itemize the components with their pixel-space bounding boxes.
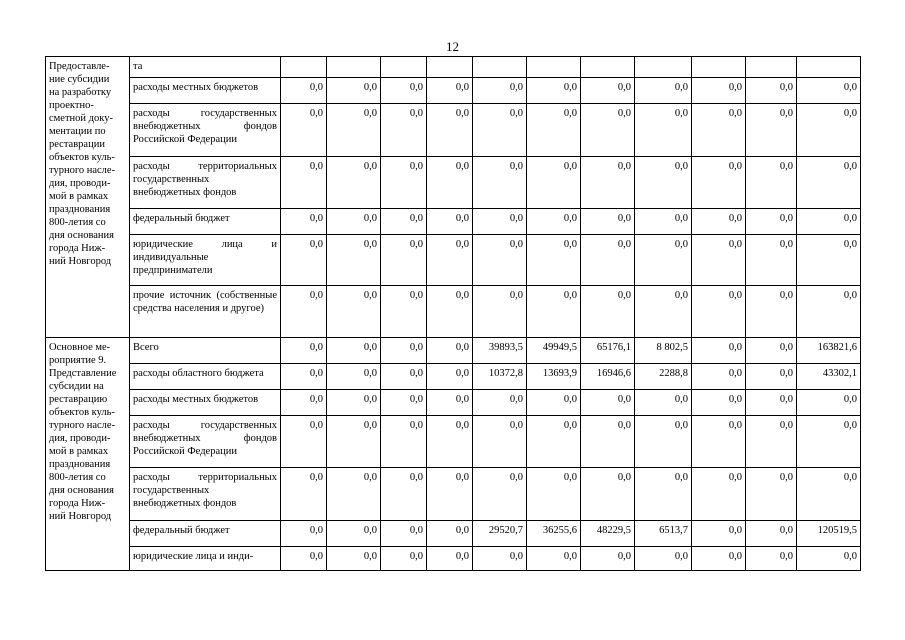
value-cell: 0,0 <box>746 78 797 104</box>
value-cell: 0,0 <box>473 157 527 209</box>
value-cell: 0,0 <box>692 416 746 468</box>
value-cell: 0,0 <box>797 468 861 521</box>
financing-table <box>45 56 861 571</box>
value-cell <box>527 57 581 78</box>
funding-source-cell: юридические лица и инди- <box>130 547 281 571</box>
value-cell: 0,0 <box>281 468 327 521</box>
value-cell: 0,0 <box>473 547 527 571</box>
value-cell: 0,0 <box>281 235 327 286</box>
value-cell: 0,0 <box>281 104 327 157</box>
value-cell: 0,0 <box>281 390 327 416</box>
value-cell: 49949,5 <box>527 338 581 364</box>
funding-source-cell: федеральный бюджет <box>130 209 281 235</box>
table-row <box>46 521 861 547</box>
value-cell <box>427 57 473 78</box>
value-cell: 0,0 <box>635 104 692 157</box>
value-cell: 0,0 <box>381 390 427 416</box>
value-cell: 0,0 <box>427 468 473 521</box>
value-cell: 0,0 <box>746 235 797 286</box>
value-cell: 0,0 <box>473 78 527 104</box>
table-row <box>46 547 861 571</box>
value-cell: 2288,8 <box>635 364 692 390</box>
value-cell: 0,0 <box>635 78 692 104</box>
value-cell: 120519,5 <box>797 521 861 547</box>
value-cell: 65176,1 <box>581 338 635 364</box>
value-cell: 0,0 <box>281 157 327 209</box>
value-cell: 0,0 <box>381 209 427 235</box>
value-cell: 0,0 <box>381 416 427 468</box>
value-cell: 0,0 <box>797 235 861 286</box>
value-cell: 0,0 <box>473 104 527 157</box>
value-cell: 6513,7 <box>635 521 692 547</box>
value-cell: 0,0 <box>635 390 692 416</box>
value-cell: 0,0 <box>692 209 746 235</box>
program-name-cell: Основное ме- роприятие 9. Представление субсидии на реставрацию объектов куль- турного насле- дия, проводи- мой в рамках празднования 800-летия со дня основания города Ниж- ний Новгород <box>46 338 130 571</box>
funding-source-cell: федеральный бюджет <box>130 521 281 547</box>
value-cell: 163821,6 <box>797 338 861 364</box>
value-cell: 0,0 <box>797 78 861 104</box>
value-cell: 39893,5 <box>473 338 527 364</box>
value-cell: 0,0 <box>692 468 746 521</box>
funding-source-cell: расходы местных бюджетов <box>130 390 281 416</box>
value-cell: 0,0 <box>581 286 635 338</box>
value-cell: 0,0 <box>381 547 427 571</box>
value-cell: 0,0 <box>281 209 327 235</box>
value-cell: 0,0 <box>746 286 797 338</box>
table-row <box>46 416 861 468</box>
value-cell <box>473 57 527 78</box>
table-row <box>46 338 861 364</box>
value-cell: 0,0 <box>381 364 427 390</box>
value-cell: 43302,1 <box>797 364 861 390</box>
value-cell: 0,0 <box>473 286 527 338</box>
value-cell: 0,0 <box>381 521 427 547</box>
funding-source-cell: расходы государственных внебюджетных фондов Российской Федерации <box>130 104 281 157</box>
value-cell: 0,0 <box>692 104 746 157</box>
value-cell: 0,0 <box>581 104 635 157</box>
value-cell: 0,0 <box>381 235 427 286</box>
table-row <box>46 286 861 338</box>
value-cell: 0,0 <box>581 547 635 571</box>
value-cell: 0,0 <box>327 286 381 338</box>
page-number: 12 <box>446 39 459 54</box>
value-cell: 0,0 <box>797 547 861 571</box>
value-cell: 0,0 <box>327 157 381 209</box>
value-cell: 0,0 <box>797 286 861 338</box>
value-cell: 0,0 <box>692 338 746 364</box>
value-cell: 0,0 <box>635 209 692 235</box>
value-cell: 0,0 <box>581 209 635 235</box>
value-cell: 0,0 <box>746 521 797 547</box>
value-cell: 0,0 <box>473 468 527 521</box>
value-cell: 0,0 <box>427 416 473 468</box>
value-cell: 0,0 <box>581 468 635 521</box>
value-cell <box>381 57 427 78</box>
value-cell: 0,0 <box>527 416 581 468</box>
value-cell: 0,0 <box>692 235 746 286</box>
value-cell: 13693,9 <box>527 364 581 390</box>
funding-source-cell: расходы областного бюджета <box>130 364 281 390</box>
value-cell: 0,0 <box>281 338 327 364</box>
value-cell: 0,0 <box>281 364 327 390</box>
funding-source-cell: Всего <box>130 338 281 364</box>
value-cell: 0,0 <box>746 416 797 468</box>
program-name-cell: Предоставле- ние субсидии на разработку проектно- сметной доку- ментации по реставрации объектов куль- турного насле- дия, проводи- мой в рамках празднования 800-летия со дня основания города Ниж- ний Новгород <box>46 57 130 338</box>
value-cell: 29520,7 <box>473 521 527 547</box>
value-cell: 16946,6 <box>581 364 635 390</box>
value-cell: 0,0 <box>635 235 692 286</box>
value-cell: 0,0 <box>527 104 581 157</box>
value-cell: 0,0 <box>427 209 473 235</box>
value-cell: 36255,6 <box>527 521 581 547</box>
value-cell: 0,0 <box>281 547 327 571</box>
value-cell: 0,0 <box>281 521 327 547</box>
funding-source-cell: прочие источник (собственные средства населения и другое) <box>130 286 281 338</box>
value-cell: 0,0 <box>797 157 861 209</box>
value-cell: 0,0 <box>327 416 381 468</box>
value-cell: 0,0 <box>381 286 427 338</box>
value-cell: 0,0 <box>427 521 473 547</box>
value-cell: 0,0 <box>692 78 746 104</box>
value-cell: 0,0 <box>473 390 527 416</box>
value-cell <box>581 57 635 78</box>
value-cell: 0,0 <box>327 521 381 547</box>
value-cell: 0,0 <box>327 104 381 157</box>
value-cell <box>746 57 797 78</box>
value-cell: 0,0 <box>381 157 427 209</box>
value-cell: 0,0 <box>527 78 581 104</box>
table-row <box>46 364 861 390</box>
value-cell <box>797 57 861 78</box>
value-cell: 0,0 <box>746 157 797 209</box>
value-cell: 0,0 <box>327 390 381 416</box>
value-cell: 0,0 <box>327 547 381 571</box>
value-cell: 0,0 <box>527 468 581 521</box>
value-cell: 0,0 <box>427 390 473 416</box>
value-cell: 10372,8 <box>473 364 527 390</box>
value-cell: 0,0 <box>527 235 581 286</box>
value-cell: 0,0 <box>327 209 381 235</box>
value-cell: 0,0 <box>427 235 473 286</box>
value-cell: 0,0 <box>635 416 692 468</box>
value-cell: 0,0 <box>381 338 427 364</box>
value-cell: 0,0 <box>692 521 746 547</box>
value-cell: 0,0 <box>381 104 427 157</box>
value-cell: 0,0 <box>281 416 327 468</box>
value-cell <box>281 57 327 78</box>
value-cell: 0,0 <box>381 78 427 104</box>
funding-source-cell: расходы территориальных государственных внебюджетных фондов <box>130 468 281 521</box>
table-row <box>46 209 861 235</box>
value-cell: 0,0 <box>797 209 861 235</box>
table-row <box>46 104 861 157</box>
value-cell: 0,0 <box>692 364 746 390</box>
value-cell: 0,0 <box>635 286 692 338</box>
value-cell: 0,0 <box>581 157 635 209</box>
value-cell: 48229,5 <box>581 521 635 547</box>
value-cell: 0,0 <box>692 547 746 571</box>
table-row <box>46 235 861 286</box>
value-cell: 0,0 <box>797 104 861 157</box>
funding-source-cell: юридические лица и индивидуальные предприниматели <box>130 235 281 286</box>
value-cell: 0,0 <box>281 286 327 338</box>
value-cell: 0,0 <box>327 338 381 364</box>
value-cell: 0,0 <box>581 390 635 416</box>
value-cell: 0,0 <box>427 104 473 157</box>
value-cell: 8 802,5 <box>635 338 692 364</box>
value-cell: 0,0 <box>581 416 635 468</box>
value-cell: 0,0 <box>746 468 797 521</box>
value-cell: 0,0 <box>427 286 473 338</box>
value-cell: 0,0 <box>581 235 635 286</box>
table-row <box>46 78 861 104</box>
table-row <box>46 390 861 416</box>
value-cell: 0,0 <box>427 157 473 209</box>
value-cell: 0,0 <box>527 390 581 416</box>
value-cell: 0,0 <box>473 209 527 235</box>
value-cell: 0,0 <box>635 157 692 209</box>
value-cell: 0,0 <box>527 547 581 571</box>
value-cell: 0,0 <box>527 286 581 338</box>
value-cell: 0,0 <box>746 104 797 157</box>
value-cell: 0,0 <box>327 364 381 390</box>
value-cell <box>327 57 381 78</box>
value-cell: 0,0 <box>327 235 381 286</box>
value-cell: 0,0 <box>427 78 473 104</box>
value-cell: 0,0 <box>527 209 581 235</box>
funding-source-cell: та <box>130 57 281 78</box>
table-row <box>46 157 861 209</box>
table-row <box>46 57 861 78</box>
value-cell: 0,0 <box>692 390 746 416</box>
table-row <box>46 468 861 521</box>
value-cell: 0,0 <box>746 364 797 390</box>
value-cell: 0,0 <box>327 78 381 104</box>
value-cell: 0,0 <box>527 157 581 209</box>
value-cell: 0,0 <box>635 547 692 571</box>
value-cell <box>692 57 746 78</box>
value-cell: 0,0 <box>797 390 861 416</box>
value-cell: 0,0 <box>427 547 473 571</box>
value-cell: 0,0 <box>692 286 746 338</box>
funding-source-cell: расходы местных бюджетов <box>130 78 281 104</box>
value-cell: 0,0 <box>635 468 692 521</box>
value-cell: 0,0 <box>746 547 797 571</box>
value-cell: 0,0 <box>797 416 861 468</box>
value-cell: 0,0 <box>581 78 635 104</box>
value-cell: 0,0 <box>746 390 797 416</box>
funding-source-cell: расходы государственных внебюджетных фондов Российской Федерации <box>130 416 281 468</box>
value-cell: 0,0 <box>427 364 473 390</box>
value-cell: 0,0 <box>746 209 797 235</box>
value-cell: 0,0 <box>281 78 327 104</box>
value-cell: 0,0 <box>381 468 427 521</box>
value-cell: 0,0 <box>473 416 527 468</box>
table-body <box>46 57 861 571</box>
value-cell: 0,0 <box>327 468 381 521</box>
value-cell: 0,0 <box>473 235 527 286</box>
funding-source-cell: расходы территориальных государственных внебюджетных фондов <box>130 157 281 209</box>
value-cell: 0,0 <box>427 338 473 364</box>
value-cell: 0,0 <box>746 338 797 364</box>
value-cell <box>635 57 692 78</box>
value-cell: 0,0 <box>692 157 746 209</box>
